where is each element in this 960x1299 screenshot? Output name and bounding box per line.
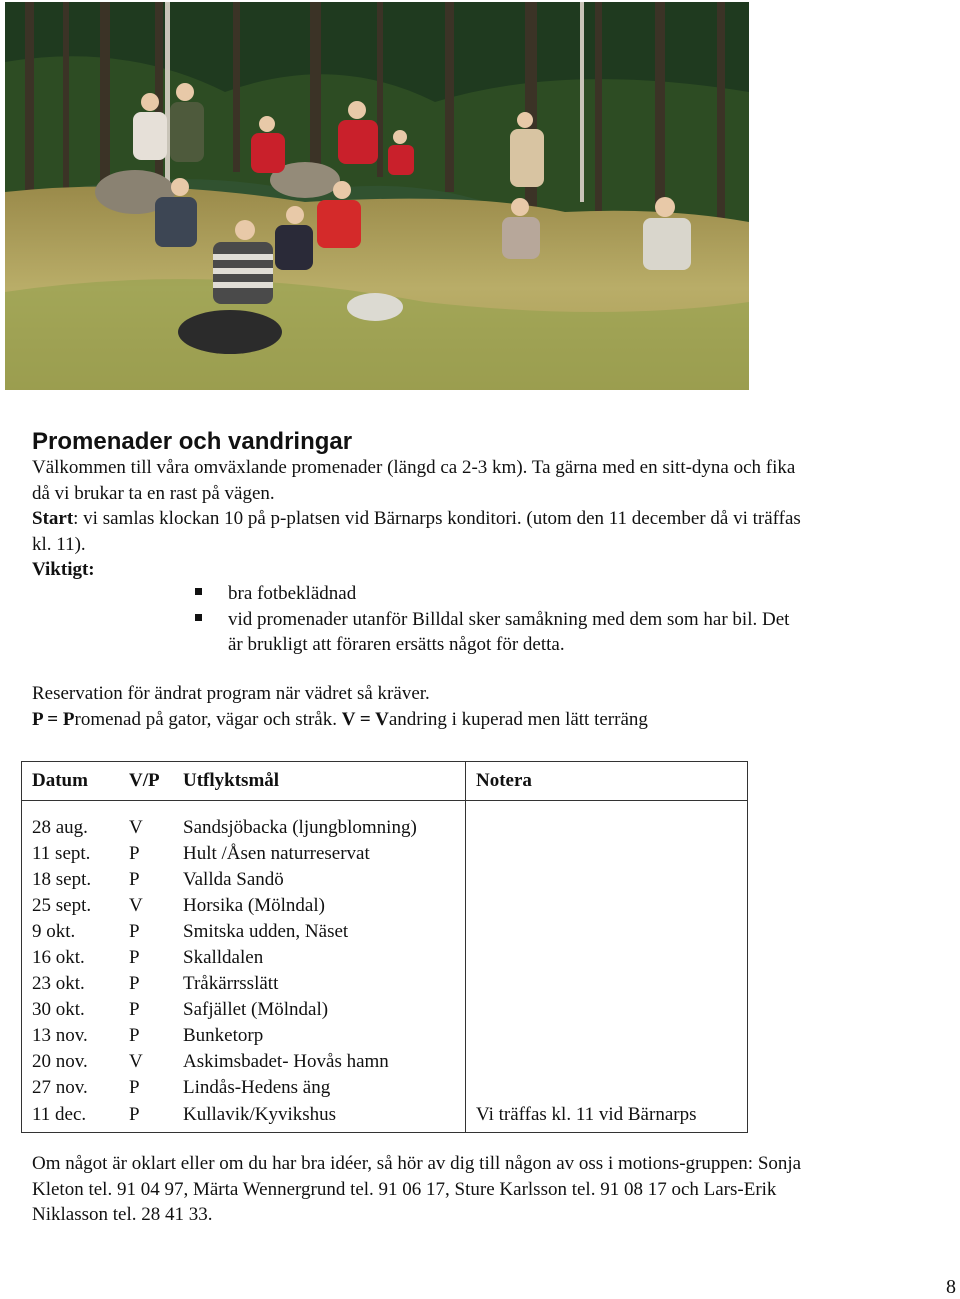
cell-destination: Safjället (Mölndal) [173,997,466,1023]
cell-destination: Bunketorp [173,1023,466,1049]
cell-destination: Kullavik/Kyvikshus [173,1101,466,1133]
start-label: Start [32,508,74,529]
cell-destination: Smitska udden, Näset [173,919,466,945]
cell-destination: Sandsjöbacka (ljungblomning) [173,815,466,841]
table-row [22,919,748,945]
cell-vp: P [119,1101,173,1133]
important-label-text: Viktigt: [32,559,95,580]
important-list [195,581,795,658]
start-text: : vi samlas klockan 10 på p-platsen vid Bärnarps konditori. (utom den 11 december då vi träffas kl. 11). [32,508,801,555]
legend-v-key: V = V [341,709,389,730]
cell-date: 23 okt. [22,971,120,997]
cell-note [466,945,748,971]
legend-v-text: andring i kuperad men lätt terräng [388,709,648,730]
table-row [22,893,748,919]
table-row [22,1075,748,1101]
cell-vp: P [129,973,140,994]
cell-vp: P [129,999,140,1020]
table-body [22,801,748,1133]
cell-date: 16 okt. [22,945,120,971]
list-item-text: bra fotbeklädnad [228,583,357,604]
table-spacer [22,801,748,816]
cell-destination: Tråkärrsslätt [173,971,466,997]
table-row [22,997,748,1023]
important-label [32,557,802,583]
table-row [22,841,748,867]
cell-note [466,1049,748,1075]
cell-note [466,1075,748,1101]
cell-date: 11 dec. [22,1101,120,1133]
list-item [195,581,795,607]
legend-p-text: romenad på gator, vägar och stråk. [74,709,342,730]
table-row [22,945,748,971]
cell-note [466,815,748,841]
header-vp: V/P [119,762,173,801]
cell-vp: V [129,817,143,838]
cell-note [466,971,748,997]
cell-date: 28 aug. [22,815,120,841]
cell-note [466,997,748,1023]
cell-destination: Vallda Sandö [173,867,466,893]
page-number: 8 [946,1276,956,1298]
cell-note [466,893,748,919]
legend-p-key: P = P [32,709,75,730]
cell-vp: P [129,869,140,890]
table-row [22,1101,748,1133]
bullet-square-icon [195,588,202,595]
cell-date: 18 sept. [22,867,120,893]
cell-vp: P [129,1025,140,1046]
cell-date: 25 sept. [22,893,120,919]
reservation-note: Reservation för ändrat program när vädret så kräver. [32,683,430,704]
cell-vp: P [129,1077,140,1098]
cell-date: 20 nov. [22,1049,120,1075]
start-paragraph [32,506,802,557]
cell-vp: P [129,843,140,864]
cell-vp: P [129,947,140,968]
cell-vp: P [129,921,140,942]
cell-date: 27 nov. [22,1075,120,1101]
cell-note [466,867,748,893]
cell-vp: V [129,1051,143,1072]
header-destination: Utflyktsmål [173,762,466,801]
cell-destination: Skalldalen [173,945,466,971]
cell-date: 11 sept. [22,841,120,867]
schedule-table [21,761,748,1133]
table-row [22,867,748,893]
table-row [22,1023,748,1049]
cell-note [466,841,748,867]
page-title: Promenader och vandringar [32,428,353,455]
cell-date: 30 okt. [22,997,120,1023]
header-note: Notera [466,762,748,801]
cell-destination: Hult /Åsen naturreservat [173,841,466,867]
cell-note: Vi träffas kl. 11 vid Bärnarps [466,1101,748,1133]
group-photo [5,2,749,390]
table-row [22,1049,748,1075]
header-date: Datum [22,762,120,801]
legend-line [32,707,802,733]
cell-note [466,1023,748,1049]
intro-paragraph: Välkommen till våra omväxlande promenader (längd ca 2-3 km). Ta gärna med en sitt-dyna och fika då vi brukar ta en rast på vägen. [32,457,796,504]
bullet-square-icon [195,614,202,621]
cell-note [466,919,748,945]
cell-destination: Askimsbadet- Hovås hamn [173,1049,466,1075]
list-item [195,607,795,658]
cell-date: 13 nov. [22,1023,120,1049]
cell-vp: V [129,895,143,916]
table-row [22,815,748,841]
table-row [22,971,748,997]
contact-paragraph: Om något är oklart eller om du har bra idéer, så hör av dig till någon av oss i motions-gruppen: Sonja Kleton tel. 91 04 97, Märta Wennergrund tel. 91 06 17, Sture Karlsson tel. 91 08 17 och Lars-Erik Niklasson tel. 28 41 33. [32,1153,802,1225]
cell-date: 9 okt. [22,919,120,945]
cell-destination: Lindås-Hedens äng [173,1075,466,1101]
cell-destination: Horsika (Mölndal) [173,893,466,919]
table-header-row [22,762,748,801]
list-item-text: vid promenader utanför Billdal sker samåkning med dem som har bil. Det är brukligt att föraren ersätts något för detta. [228,608,790,655]
